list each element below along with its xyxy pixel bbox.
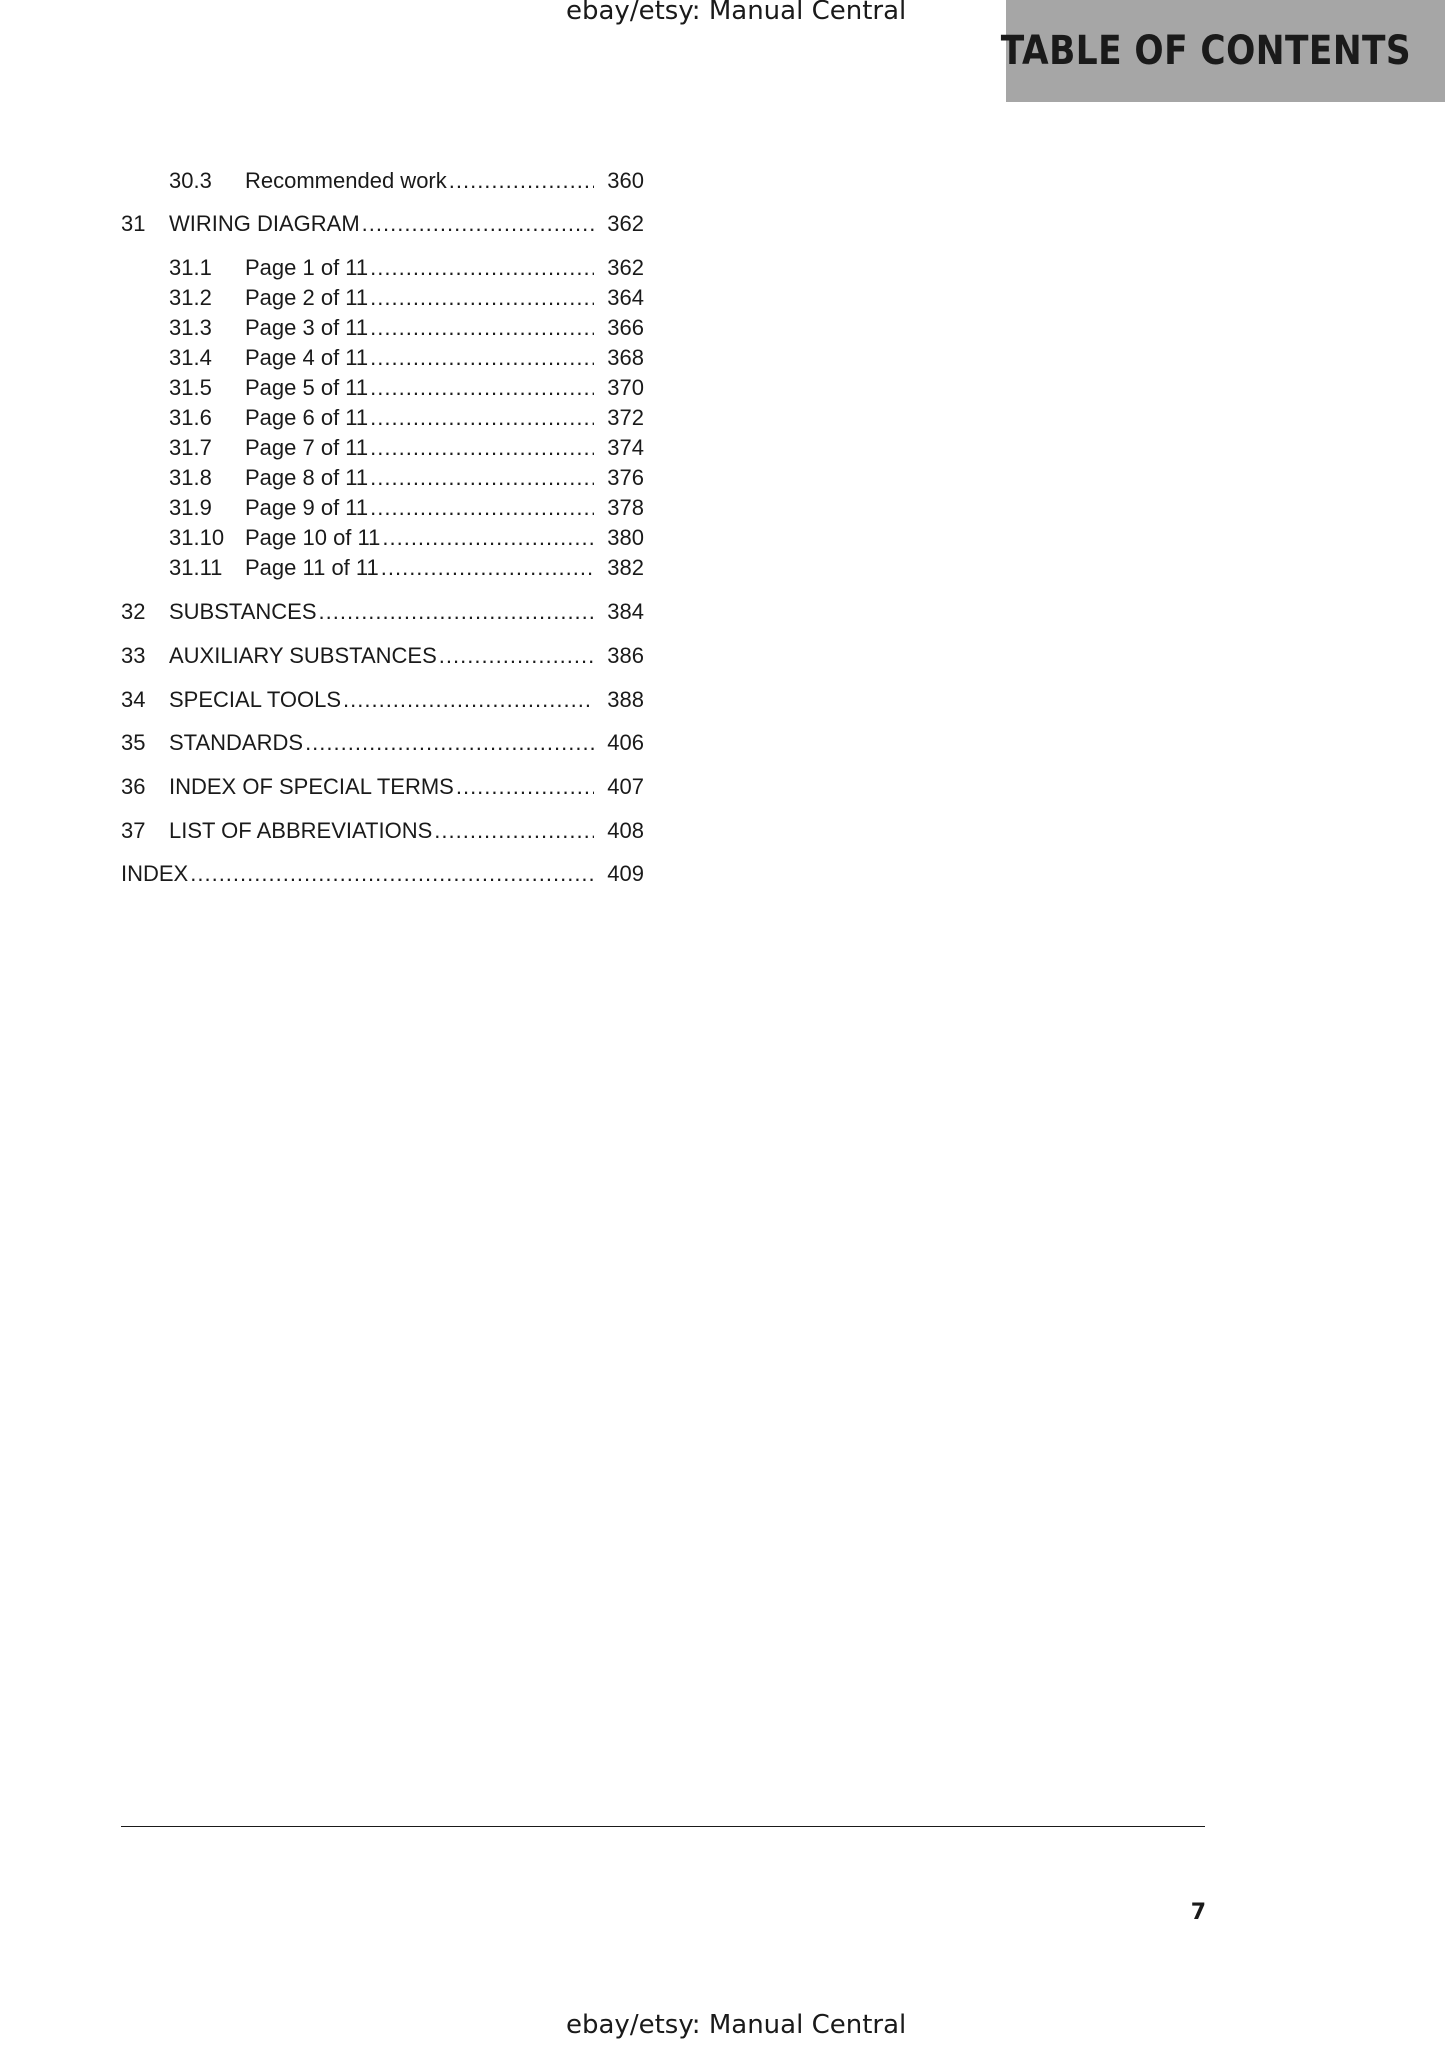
toc-entry-number: 31.3: [169, 315, 212, 340]
toc-entry-page: 362: [607, 211, 644, 236]
toc-entry-page: 370: [607, 375, 644, 400]
toc-entry-title: Page 1 of 11: [245, 255, 369, 280]
toc-entry-number: 31.7: [169, 435, 212, 460]
toc-entry[interactable]: [169, 553, 644, 583]
toc-entry-number: 31.5: [169, 375, 212, 400]
toc-entry-page: 376: [607, 465, 644, 490]
watermark-top: ebay/etsy: Manual Central: [566, 0, 907, 26]
toc-entry[interactable]: [121, 859, 644, 889]
toc-entry-page: 378: [607, 495, 644, 520]
dot-leader: [439, 641, 594, 671]
toc-entry-title: Page 11 of 11: [245, 555, 379, 580]
dot-leader: [370, 253, 594, 283]
toc-entry-title: Page 9 of 11: [245, 495, 369, 520]
toc-entry-number: 32: [121, 599, 146, 624]
dot-leader: [370, 463, 594, 493]
toc-entry-page: 380: [607, 525, 644, 550]
toc-entry-number: 31.2: [169, 285, 212, 310]
dot-leader: [370, 343, 594, 373]
dot-leader: [381, 553, 594, 583]
toc-entry-page: 382: [607, 555, 644, 580]
toc-entry-title: Page 8 of 11: [245, 465, 369, 490]
toc-entry-number: 37: [121, 818, 146, 843]
toc-entry-number: 35: [121, 730, 146, 755]
toc-entry-page: 368: [607, 345, 644, 370]
toc-entry-title: LIST OF ABBREVIATIONS: [169, 818, 433, 843]
toc-entry[interactable]: [121, 816, 644, 846]
toc-entry-title: SPECIAL TOOLS: [169, 687, 342, 712]
toc-entry-page: 364: [607, 285, 644, 310]
toc-entry[interactable]: [121, 728, 644, 758]
toc-entry[interactable]: [121, 209, 644, 239]
dot-leader: [362, 209, 594, 239]
toc-entry-page: 362: [607, 255, 644, 280]
toc-entry-title: Page 7 of 11: [245, 435, 369, 460]
toc-entry-page: 409: [607, 861, 644, 886]
dot-leader: [370, 373, 594, 403]
toc-entry[interactable]: [121, 641, 644, 671]
toc-entry-number: 31: [121, 211, 146, 236]
toc-entry-number: 31.10: [169, 525, 225, 550]
toc-entry-title: Page 3 of 11: [245, 315, 369, 340]
toc-entry-page: 372: [607, 405, 644, 430]
toc-entry-number: 31.6: [169, 405, 212, 430]
toc-entry-number: 31.9: [169, 495, 212, 520]
toc-entry-number: 31.11: [169, 555, 223, 580]
toc-entry[interactable]: [169, 493, 644, 523]
toc-entry-page: 374: [607, 435, 644, 460]
dot-leader: [434, 816, 594, 846]
toc-entry[interactable]: [169, 403, 644, 433]
toc-entry-number: 33: [121, 643, 146, 668]
toc-entry-title: Page 10 of 11: [245, 525, 381, 550]
toc-entry-page: 388: [607, 687, 644, 712]
toc-entry-number: 31.4: [169, 345, 212, 370]
dot-leader: [370, 313, 594, 343]
toc-entry-title: INDEX: [121, 861, 189, 886]
toc-entry-title: Page 6 of 11: [245, 405, 369, 430]
toc-entry[interactable]: [121, 772, 644, 802]
toc-entry-title: STANDARDS: [169, 730, 304, 755]
toc-entry-number: 31.8: [169, 465, 212, 490]
toc-entry-title: INDEX OF SPECIAL TERMS: [169, 774, 454, 799]
toc-entry-title: Recommended work: [245, 168, 447, 193]
dot-leader: [190, 859, 594, 889]
toc-entry-number: 36: [121, 774, 146, 799]
dot-leader: [449, 166, 594, 196]
toc-entry[interactable]: [169, 166, 644, 196]
page-number: 7: [1190, 1900, 1206, 1925]
toc-entry-page: 366: [607, 315, 644, 340]
toc-entry-title: Page 5 of 11: [245, 375, 369, 400]
toc-entry-title: SUBSTANCES: [169, 599, 317, 624]
toc-entry-page: 407: [607, 774, 644, 799]
toc-entry[interactable]: [169, 253, 644, 283]
toc-entry[interactable]: [169, 433, 644, 463]
toc-entry-page: 406: [607, 730, 644, 755]
dot-leader: [382, 523, 594, 553]
toc-entry[interactable]: [169, 283, 644, 313]
toc-entry-page: 384: [607, 599, 644, 624]
toc-entry[interactable]: [121, 685, 644, 715]
toc-entry-page: 408: [607, 818, 644, 843]
toc-entry-number: 31.1: [169, 255, 212, 280]
toc-entry[interactable]: [169, 343, 644, 373]
toc-entry-page: 360: [607, 168, 644, 193]
toc-entry-title: AUXILIARY SUBSTANCES: [169, 643, 437, 668]
page-title: TABLE OF CONTENTS: [1000, 28, 1411, 74]
dot-leader: [305, 728, 594, 758]
toc-entry[interactable]: [121, 597, 644, 627]
toc-entry[interactable]: [169, 373, 644, 403]
dot-leader: [343, 685, 594, 715]
dot-leader: [370, 493, 594, 523]
toc-entry-title: Page 2 of 11: [245, 285, 369, 310]
toc-entry[interactable]: [169, 463, 644, 493]
section-header: [1000, 0, 1445, 102]
toc-entry[interactable]: [169, 523, 644, 553]
toc-entry-page: 386: [607, 643, 644, 668]
footer-divider: [121, 1826, 1205, 1827]
toc-entry-number: 34: [121, 687, 146, 712]
toc-entry-title: WIRING DIAGRAM: [169, 211, 360, 236]
toc-entry-number: 30.3: [169, 168, 212, 193]
toc-entry-title: Page 4 of 11: [245, 345, 369, 370]
dot-leader: [370, 433, 594, 463]
watermark-bottom: ebay/etsy: Manual Central: [566, 2010, 907, 2040]
dot-leader: [319, 597, 594, 627]
dot-leader: [370, 403, 594, 433]
toc-entry[interactable]: [169, 313, 644, 343]
dot-leader: [370, 283, 594, 313]
dot-leader: [456, 772, 594, 802]
